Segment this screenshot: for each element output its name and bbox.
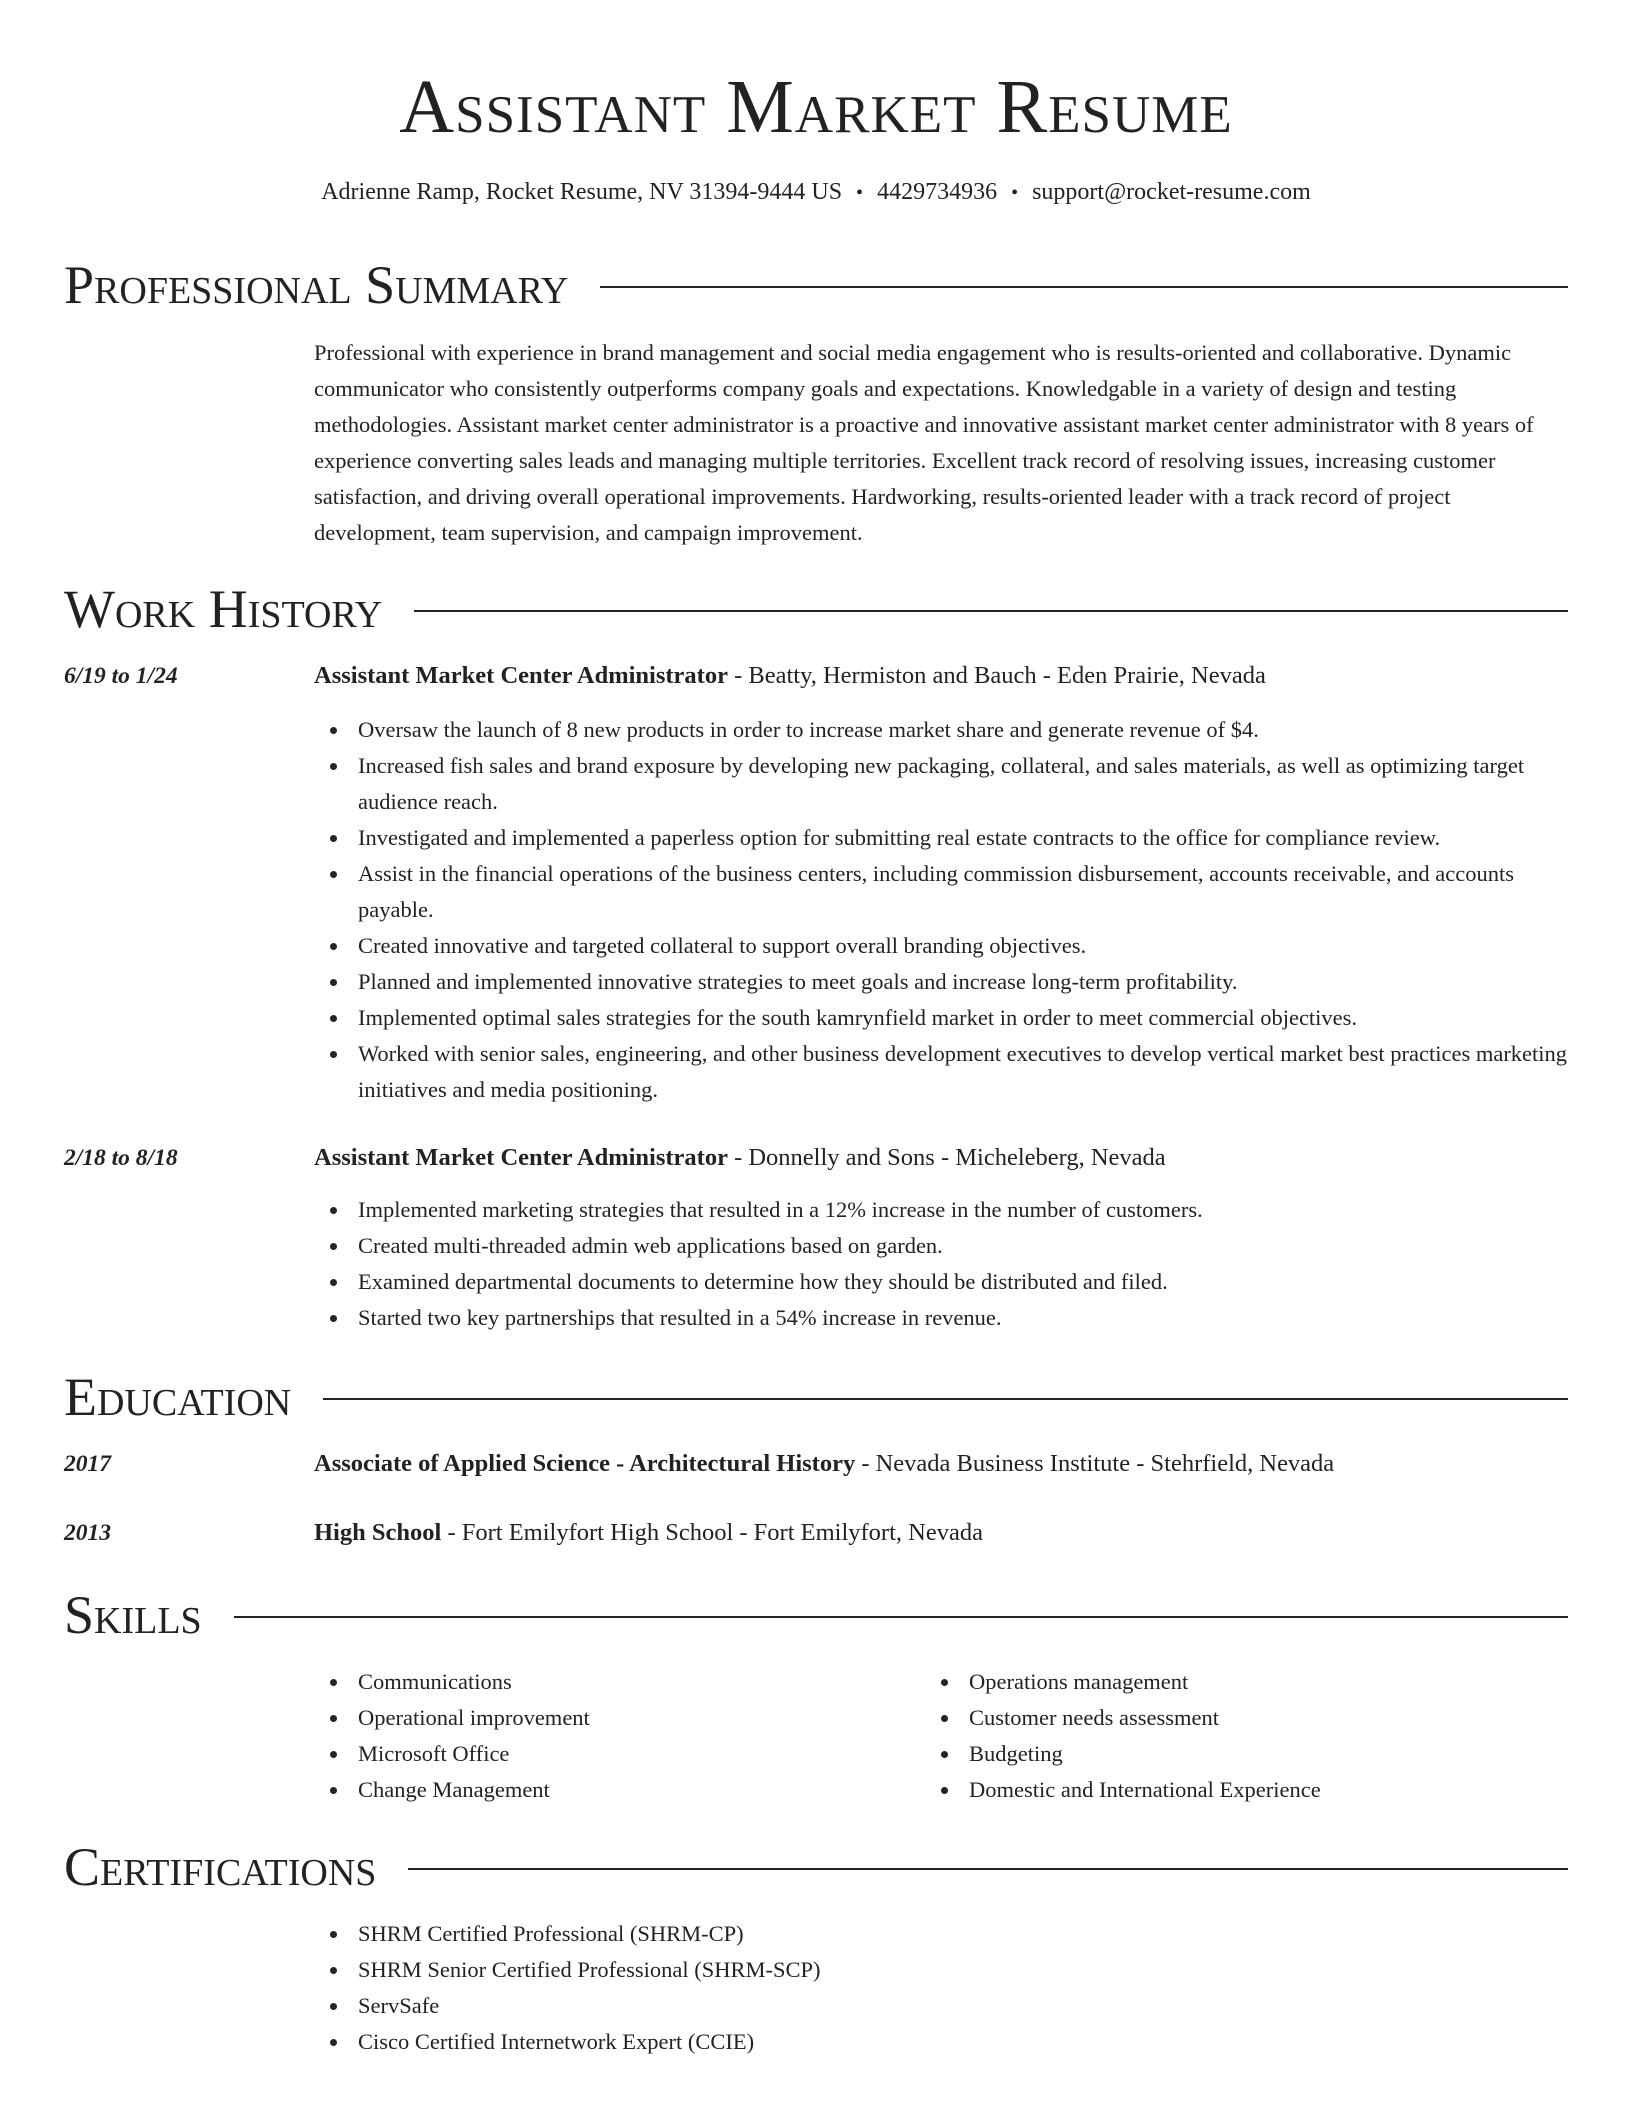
section-divider <box>414 610 1568 612</box>
skills-list-right <box>925 1664 1568 1808</box>
job-1-bullets <box>314 712 1568 1108</box>
school-location: - Nevada Business Institute - Stehrfield, Nevada <box>855 1450 1335 1477</box>
resume-title: Assistant Market Resume <box>399 65 1233 149</box>
job-title: Assistant Market Center Administrator <box>314 1144 728 1171</box>
education-heading-line <box>314 1515 1568 1551</box>
list-item: Investigated and implemented a paperless option for submitting real estate contracts to the office for compliance review. <box>314 820 1568 856</box>
education-heading-line <box>314 1446 1568 1482</box>
section-divider <box>234 1616 1568 1618</box>
skills-list-left <box>314 1664 914 1808</box>
contact-phone: 4429734936 <box>877 179 998 205</box>
job-2-bullets <box>314 1192 1568 1336</box>
summary-section-header <box>64 254 1568 316</box>
school-location: - Fort Emilyfort High School - Fort Emilyfort, Nevada <box>441 1519 983 1546</box>
degree-title: High School <box>314 1519 442 1546</box>
job-dates: 6/19 to 1/24 <box>64 663 178 689</box>
job-heading <box>314 658 1568 694</box>
list-item: Worked with senior sales, engineering, and other business development executives to develop vertical market best practices marketing initiatives and media positioning. <box>314 1036 1568 1108</box>
certification-item: Cisco Certified Internetwork Expert (CCIE) <box>314 2024 1568 2060</box>
job-company-location: - Beatty, Hermiston and Bauch - Eden Prairie, Nevada <box>727 662 1266 689</box>
skill-item: Communications <box>314 1664 914 1700</box>
list-item: Created innovative and targeted collateral to support overall branding objectives. <box>314 928 1568 964</box>
section-divider <box>323 1398 1568 1400</box>
list-item: Assist in the financial operations of the business centers, including commission disbursement, accounts receivable, and accounts payable. <box>314 856 1568 928</box>
list-item: Created multi-threaded admin web applications based on garden. <box>314 1228 1568 1264</box>
section-divider <box>408 1868 1568 1870</box>
list-item: Oversaw the launch of 8 new products in order to increase market share and generate revenue of $4. <box>314 712 1568 748</box>
resume-page <box>64 0 1568 2112</box>
job-heading <box>314 1140 1568 1176</box>
summary-heading: Professional Summary <box>64 255 569 315</box>
education-heading: Education <box>64 1367 292 1427</box>
contact-email: support@rocket-resume.com <box>1032 179 1311 205</box>
degree-title: Associate of Applied Science - Architectural History <box>314 1450 856 1477</box>
skill-item: Operational improvement <box>314 1700 914 1736</box>
job-title: Assistant Market Center Administrator <box>314 662 728 689</box>
list-item: Implemented optimal sales strategies for the south kamrynfield market in order to meet commercial objectives. <box>314 1000 1568 1036</box>
skill-item: Budgeting <box>925 1736 1568 1772</box>
skill-item: Microsoft Office <box>314 1736 914 1772</box>
certifications-section-header <box>64 1836 1568 1898</box>
skill-item: Change Management <box>314 1772 914 1808</box>
list-item: Examined departmental documents to determine how they should be distributed and filed. <box>314 1264 1568 1300</box>
education-year: 2013 <box>64 1520 111 1546</box>
skill-item: Domestic and International Experience <box>925 1772 1568 1808</box>
work-heading: Work History <box>64 579 383 639</box>
certification-item: SHRM Certified Professional (SHRM-CP) <box>314 1916 1568 1952</box>
certification-item: ServSafe <box>314 1988 1568 2024</box>
list-item: Increased fish sales and brand exposure by developing new packaging, collateral, and sales materials, as well as optimizing target audience reach. <box>314 748 1568 820</box>
contact-address: Adrienne Ramp, Rocket Resume, NV 31394-9444 US <box>321 179 843 205</box>
skills-heading: Skills <box>64 1585 202 1645</box>
skills-section-header <box>64 1584 1568 1646</box>
section-divider <box>600 286 1568 288</box>
skill-item: Operations management <box>925 1664 1568 1700</box>
certification-item: SHRM Senior Certified Professional (SHRM-SCP) <box>314 1952 1568 1988</box>
job-company-location: - Donnelly and Sons - Micheleberg, Nevada <box>727 1144 1166 1171</box>
certifications-heading: Certifications <box>64 1837 377 1897</box>
certifications-list <box>314 1916 1568 2060</box>
education-section-header <box>64 1366 1568 1428</box>
list-item: Started two key partnerships that resulted in a 54% increase in revenue. <box>314 1300 1568 1336</box>
work-section-header <box>64 578 1568 640</box>
separator-dot: • <box>1011 182 1019 204</box>
list-item: Implemented marketing strategies that resulted in a 12% increase in the number of customers. <box>314 1192 1568 1228</box>
summary-text: Professional with experience in brand management and social media engagement who is results-oriented and collaborative. Dynamic communicator who consistently outperforms company goals and expectations. Knowledgable in a variety of design and testing methodologies. Assistant market center administrator is a proactive and innovative assistant market center administrator with 8 years of experience converting sales leads and managing multiple territories. Excellent track record of resolving issues, increasing customer satisfaction, and driving overall operational improvements. Hardworking, results-oriented leader with a track record of project development, team supervision, and campaign improvement. <box>314 340 1534 545</box>
separator-dot: • <box>856 182 864 204</box>
list-item: Planned and implemented innovative strategies to meet goals and increase long-term profitability. <box>314 964 1568 1000</box>
job-dates: 2/18 to 8/18 <box>64 1145 178 1171</box>
skill-item: Customer needs assessment <box>925 1700 1568 1736</box>
education-year: 2017 <box>64 1451 111 1477</box>
contact-line <box>64 176 1568 209</box>
